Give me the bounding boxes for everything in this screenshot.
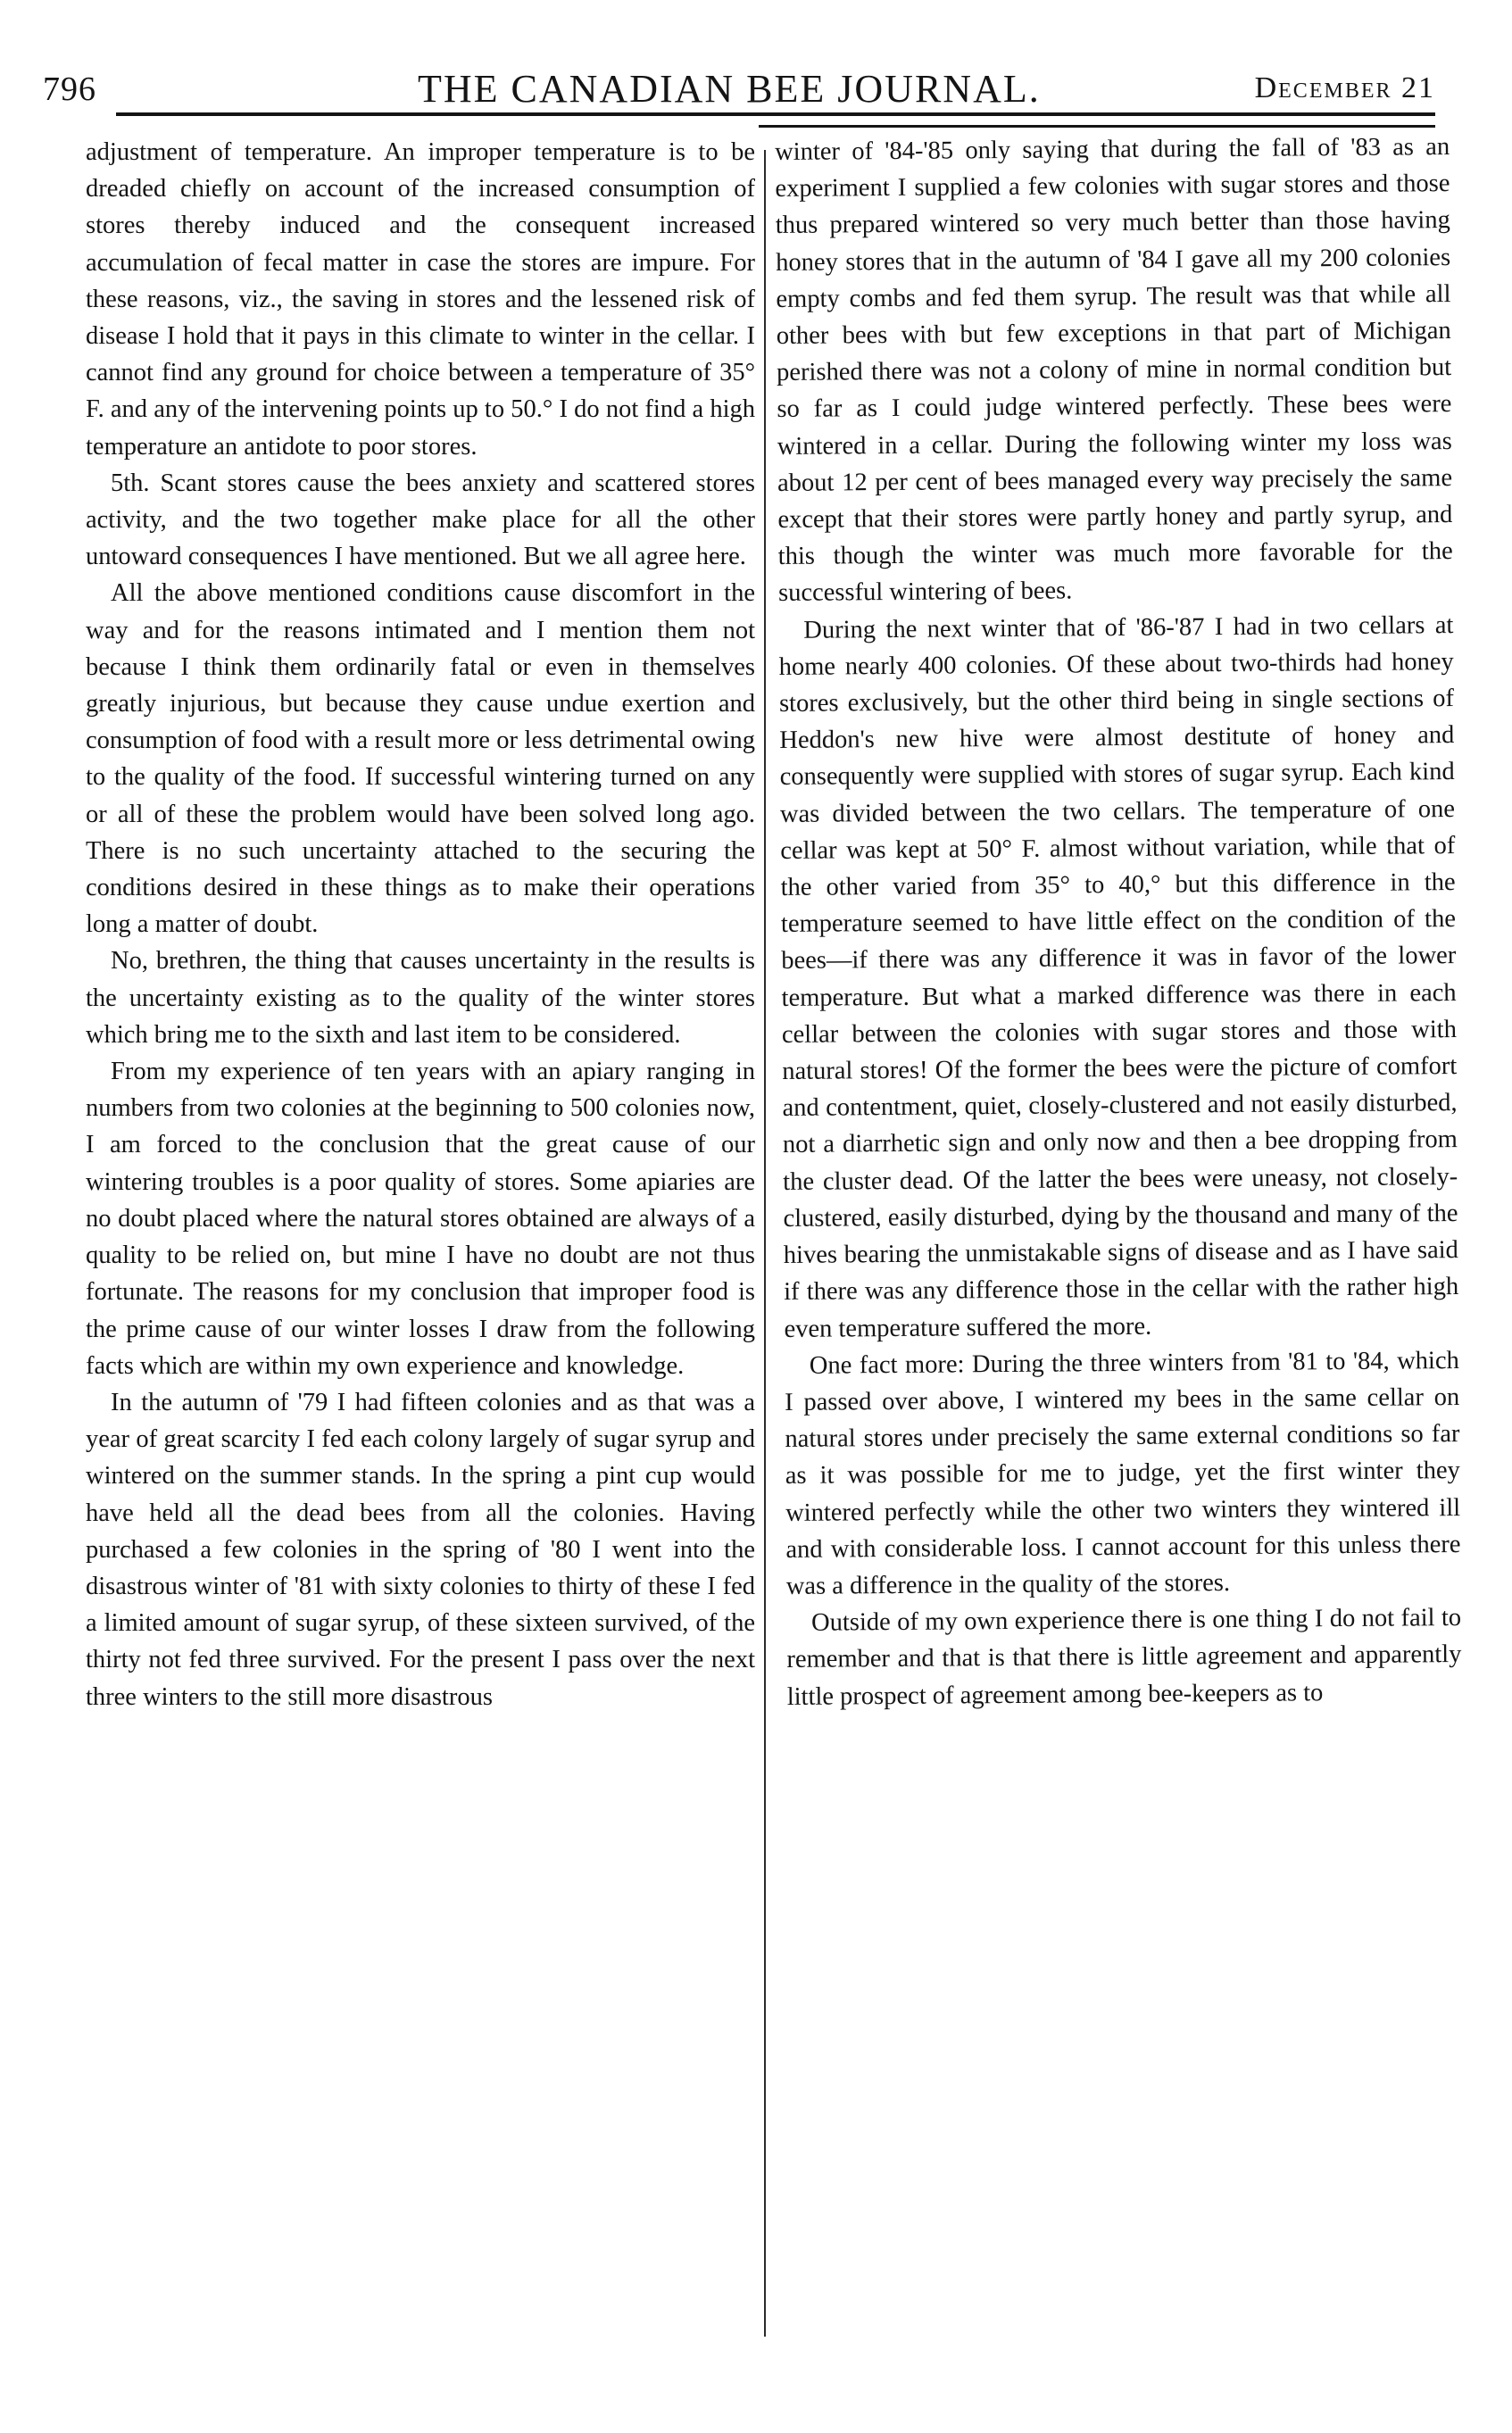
column-divider [764,150,766,2337]
paragraph: All the above mentioned conditions cause discomfort in the way and for the reasons intimated and I mention them not because I think them ordinarily fatal or even in themselves greatly injurious, but because they cause undue exertion and consumption of food with a result more or less detrimental owing to the quality of the food. If successful wintering turned on any or all of these the problem would have been solved long ago. There is no such uncertainty attached to the securing the conditions desired in these things as to make their operations long a matter of doubt. [86,579,755,939]
paragraph: No, brethren, the thing that causes uncertainty in the results is the uncertainty existing as to the quality of the winter stores which bring me to the sixth and last item to be considered. [86,947,755,1049]
paragraph: Outside of my own experience there is one thing I do not fail to remember and that is that there is little agreement and apparently little prospect of agreement among bee-keepers as to [786,1604,1462,1711]
paragraph: One fact more: During the three winters from '81 to '84, which I passed over above, I wintered my bees in the same cellar on natural stores under precisely the same external conditions so far as it was possible for me to judge, yet the first winter they wintered perfectly while the other two winters they wintered ill and with considerable loss. I cannot account for this unless there was a difference in the quality of the stores. [785,1346,1461,1600]
left-column [86,134,755,1715]
paragraph: In the autumn of '79 I had fifteen colonies and as that was a year of great scarcity I fed each colony largely of sugar syrup and wintered on the summer stands. In the spring a pint cup would have held all the dead bees from all the colonies. Having purchased a few colonies in the spring of '80 I went into the disastrous winter of '81 with sixty colonies to thirty of these I fed a limited amount of sugar syrup, of these sixteen survived, of the thirty not fed three survived. For the present I pass over the next three winters to the still more disastrous [86,1388,755,1711]
issue-date: December 21 [1254,71,1435,104]
page-number: 796 [43,71,96,108]
paragraph: 5th. Scant stores cause the bees anxiety and scattered stores activity, and the two together make place for all the other untoward consequences I have mentioned. But we all agree here. [86,469,755,571]
paragraph: adjustment of temperature. An improper temperature is to be dreaded chiefly on account of the increased consumption of stores thereby induced and the consequent increased accumulation of fecal matter in case the stores are impure. For these reasons, viz., the saving in stores and the lessened risk of disease I hold that it pays in this climate to winter in the cellar. I cannot find any ground for choice between a temperature of 35° F. and any of the intervening points up to 50.° I do not find a high temperature an antidote to poor stores. [86,138,755,461]
paragraph: From my experience of ten years with an apiary ranging in numbers from two colonies at the beginning to 500 colonies now, I am forced to the conclusion that the great cause of our wintering troubles is a poor quality of stores. Some apiaries are no doubt placed where the natural stores obtained are always of a quality to be relied on, but mine I have no doubt are not thus fortunate. The reasons for my conclusion that improper food is the prime cause of our winter losses I draw from the following facts which are within my own experience and knowledge. [86,1058,755,1380]
header-rule [116,112,1435,116]
paragraph: winter of '84-'85 only saying that during the fall of '83 as an experiment I supplied a few colonies with sugar stores and those thus prepared wintered so very much better than those having honey stores that in the autumn of '84 I gave all my 200 colonies empty combs and fed them syrup. The result was that while all other bees with but few exceptions in that part of Michigan perished there was not a colony of mine in normal condition but so far as I could judge wintered perfectly. These bees were wintered in a cellar. During the following winter my loss was about 12 per cent of bees managed every way precisely the same except that their stores were partly honey and partly syrup, and this though the winter was much more favorable for the successful wintering of bees. [775,133,1453,608]
paragraph: During the next winter that of '86-'87 I had in two cellars at home nearly 400 colonies. Of these about two-thirds had honey stores exclusively, but the other third being in single sections of Heddon's new hive were almost destitute of honey and consequently were supplied with stores of sugar syrup. Each kind was divided between the two cellars. The temperature of one cellar was kept at 50° F. almost without variation, while that of the other varied from 35° to 40,° but this difference in the temperature seemed to have little effect on the condition of the bees—if there was any difference it was in favor of the lower temperature. But what a marked difference was there in each cellar between the colonies with sugar stores and those with natural stores! Of the former the bees were the picture of comfort and contentment, quiet, closely-clustered and not easily disturbed, not a diarrhetic sign and only now and then a bee dropping from the cluster dead. Of the latter the bees were uneasy, not closely-clustered, easily disturbed, dying by the thousand and many of the hives bearing the unmistakable signs of disease and as I have said if there was any difference those in the cellar with the rather high even temperature suffered the more. [778,610,1459,1343]
right-column [775,129,1462,1715]
journal-title: THE CANADIAN BEE JOURNAL. [418,67,1041,111]
header-rule-secondary [759,125,1435,128]
